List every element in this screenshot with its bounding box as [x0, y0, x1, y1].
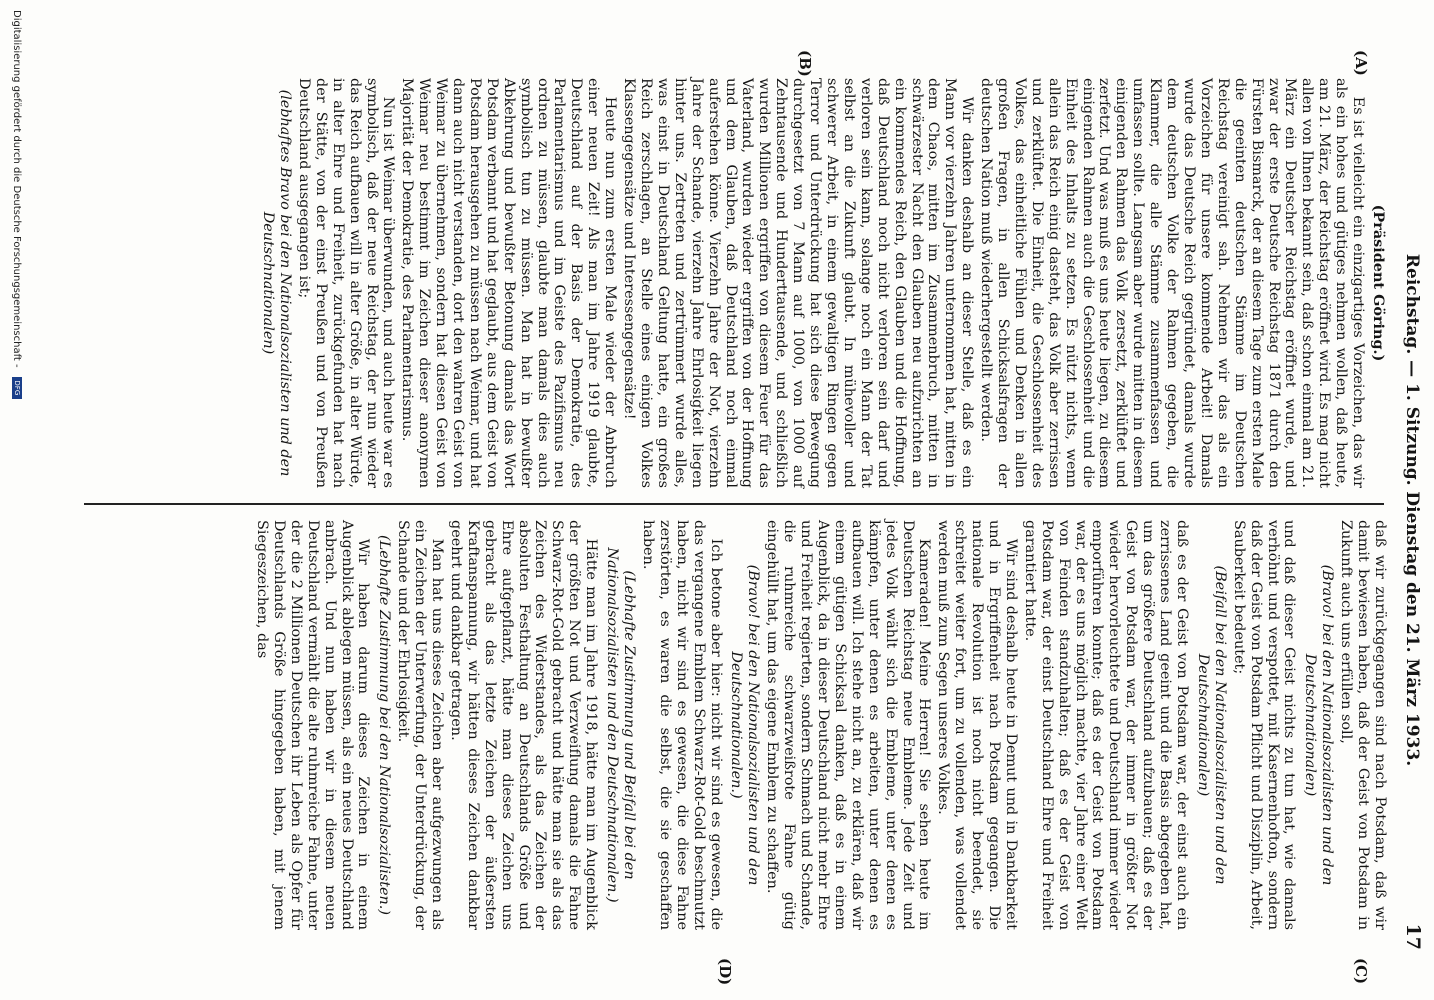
margin-marker-c: (C)	[1352, 958, 1370, 985]
margin-marker-d: (D)	[716, 958, 734, 986]
paragraph: Wir haben darum dieses Zeichen in einem Augenblick ablegen müssen, als ein neues Deutschland anbrach. Und nun haben wir in diesem neuen Deutschland vermählt die alte ruhmreiche Fahne, unter der die 2 Millionen Deutschen ihr Leben als Opfer für Deutschlands Größe hingegeben haben, mit jenem Siegeszeichen, das	[254, 520, 372, 930]
paragraph: Man hat uns dieses Zeichen aber aufgezwungen als ein Zeichen der Unterwerfung, der Unterdrückung, der Schande und der Ehrlosigkeit.	[395, 520, 446, 930]
paragraph: Ich betone aber hier: nicht wir sind es gewesen, die das vergangene Emblem Schwarz-Rot-Gold beschmutzt haben, nicht wir sind es gewesen, die diese Fahne zerstörten, es waren die selbst, die sie geschaffen haben.	[639, 520, 724, 930]
speaker-heading: (Präsident Göring.)	[1370, 204, 1387, 362]
margin-marker-b: (B)	[796, 50, 814, 77]
digitization-note	[11, 10, 22, 970]
paragraph: Hätte man im Jahre 1918, hätte man im Augenblick der größten Not und Verzweiflung damals die Fahne Schwarz-Rot-Gold gebracht und hätte man sie als das Zeichen des Widerstandes, als das Zeichen der absoluten Festhaltung an Deutschlands Größe und Ehre aufgepflanzt, hätte man dieses Zeichen uns gebracht als das letzte Zeichen der äußersten Kraftanspannung, wir hätten dieses Zeichen dankbar geehrt und dankbar getragen.	[447, 520, 600, 930]
digitization-text: Digitalisierung gefördert durch die Deutsche Forschungsgemeinschaft -	[11, 10, 22, 368]
page-number: 17	[1402, 923, 1424, 950]
margin-marker-a: (A)	[1352, 50, 1370, 76]
paragraph: und daß dieser Geist nichts zu tun hat, wie damals verhöhnt und verspottet, mit Kasernenhofton, sondern daß der Geist von Potsdam Pflicht und Disziplin, Arbeit, Sauberkeit bedeutet;	[1230, 520, 1298, 930]
paragraph: Heute nun zum ersten Male wieder der Anbruch einer neuen Zeit! Als man im Jahre 1919 glaubte, Deutschland auf der Basis der Demokratie, des Parlamentarismus und im Geiste des Pazifismus neu ordnen zu müssen, glaubte man damals dies auch symbolisch tun zu müssen. Man hat in bewußter Abkehrung und bewußter Betonung damals das Wort Potsdam verbannt und hat geglaubt, aus dem Geist von Potsdam herausgehen zu müssen nach Weimar, und hat dann auch nicht verstanden, dort den wahren Geist von Weimar zu übernehmen, sondern hat diesen Geist von Weimar neu bestimmt im Zeichen dieser anonymen Majorität der Demokratie, des Parlamentarismus.	[399, 78, 619, 488]
paragraph: Kameraden! Meine Herren! Sie sehen heute im Deutschen Reichstag neue Embleme. Jede Zeit und jedes Volk wählt sich die Embleme, unter denen es kämpfen, unter denen es arbeiten, unter denen es aufbauen will. Ich stehe nicht an, zu erklären, daß wir einem gütigen Schicksal danken, daß es in einem Augenblick, da in dieser Deutschland nicht mehr Ehre und Freiheit regierten, sondern Schmach und Schande, die ruhmreiche schwarzweißrote Fahne gütig eingehüllt hat, um das eigene Emblem zu schaffen.	[764, 520, 933, 930]
paragraph: daß wir zurückgegangen sind nach Potsdam, daß wir damit bewiesen haben, daß der Geist von Potsdam in Zukunft auch uns erfüllen soll,	[1338, 520, 1388, 930]
audience-reaction: (Bravo! bei den Nationalsozialisten und den Deutschnationalen)	[1302, 564, 1336, 886]
paragraph: Wir danken deshalb an dieser Stelle, daß es ein Mann vor vierzehn Jahren unternommen hat, mitten in dem Chaos, mitten im Zusammenbruch, mitten in schwärzester Nacht den Glauben neu aufzurichten an ein kommendes Reich, den Glauben und die Hoffnung, daß Deutschland noch nicht verloren sein darf und verloren sein kann, solange noch ein Mann der Tat selbst an die Zukunft glaubt. In mühevoller und schwerer Arbeit, in einem gewaltigen Ringen gegen Terror und Unterdrückung hat sich diese Bewegung durchgesetzt von 7 Mann auf 1000, von 1000 auf Zehntausende und Hunderttausende, und schließlich wurden Millionen ergriffen von diesem Feuer für das Vaterland, wurden wieder ergriffen von der Hoffnung und dem Glauben, daß Deutschland noch einmal auferstehen könne. Vierzehn Jahre der Not, vierzehn Jahre der Schande, vierzehn Jahre Ehrlosigkeit liegen hinter uns. Zertreten und zertrümmert wurde alles, was einst in Deutschland Geltung hatte, ein großes Reich zerschlagen, an Stelle eines einigen Volkes Klassengegensätze und Interessengegensätze!	[621, 78, 976, 488]
audience-reaction: (Bravo! bei den Nationalsozialisten und den Deutschnationalen.)	[728, 564, 762, 886]
audience-reaction: (Lebhafte Zustimmung bei den Nationalsozialisten.)	[376, 535, 393, 915]
right-column	[88, 520, 1388, 930]
dfg-logo-icon: DFG	[12, 377, 22, 399]
audience-reaction: (Beifall bei den Nationalsozialisten und den Deutschnationalen)	[1194, 565, 1228, 885]
page-header	[1396, 70, 1426, 950]
paragraph: Es ist vielleicht ein einzigartiges Vorzeichen, das wir als ein hohes und gütiges nehmen wollen, daß heute, am 21. März, der Reichstag eröffnet wird. Es mag nicht allen von Ihnen bekannt sein, daß schon einmal am 21. März ein Deutscher Reichstag eröffnet wurde, und zwar der erste Deutsche Reichstag 1871 durch den Fürsten Bismarck, der an diesem Tage zum ersten Male die geeinten deutschen Stämme im Deutschen Reichstag vereinigt sah. Nehmen wir das als ein Vorzeichen für unsere kommende Arbeit! Damals wurde das Deutsche Reich gegründet, damals wurde dem deutschen Volke der Rahmen gegeben, die Klammer, die alle Stämme zusammenfassen und umfassen sollte. Langsam aber wurde mitten in diesem einigenden Rahmen das Volk zersetzt, zerklüftet und zerfetzt. Und was muß es uns heute liegen, zu diesem einigenden Rahmen auch die Geschlossenheit und die Einheit des Inhalts zu setzen. Es nützt nichts, wenn allein das Reich einig dasteht, das Volk aber zerrissen und zerklüftet. Die Einheit, die Geschlossenheit des Volkes, das einheitliche Fühlen und Denken in allen großen Fragen, in allen Schicksalsfragen der deutschen Nation muß wiederhergestellt werden.	[978, 78, 1367, 488]
running-title: Reichstag. — 1. Sitzung. Dienstag den 21. März 1933.	[1402, 253, 1422, 767]
paragraph: Wir sind deshalb heute in Demut und in Dankbarkeit und in Ergriffenheit nach Potsdam gegangen. Die nationale Revolution ist noch nicht beendet, sie schreitet weiter fort, um zu vollenden, was vollendet werden muß zum Segen unseres Volkes.	[935, 520, 1019, 930]
audience-reaction: (Lebhafte Zustimmung und Beifall bei den Nationalsozialisten und den Deutschnationalen.)	[604, 547, 638, 903]
left-column	[88, 78, 1388, 488]
paragraph: daß es der Geist von Potsdam war, der einst auch ein zerrissenes Land geeint und die Basis abgegeben hat, um das größere Deutschland aufzubauen; daß es der Geist von Potsdam war, der immer in größter Not wieder hervorleuchtete und Deutschland immer wieder emporführen konnte; daß es der Geist von Potsdam war, der es uns möglich machte, vier Jahre einer Welt von Feinden standzuhalten; daß es der Geist von Potsdam war, der einst Deutschland Ehre und Freiheit garantiert hatte.	[1021, 520, 1191, 930]
column-divider	[84, 503, 1384, 505]
audience-reaction: (lebhaftes Bravo bei den Nationalsozialisten und den Deutschnationalen)	[260, 89, 293, 477]
paragraph: Nun ist Weimar überwunden, und auch heute war es symbolisch, daß der neue Reichstag, der nun wieder das Reich aufbauen will in alter Größe, in alter Würde, in alter Ehre und Freiheit, zurückgefunden hat nach der Stätte, von der einst Preußen und von Preußen Deutschland ausgegangen ist;	[295, 78, 397, 488]
